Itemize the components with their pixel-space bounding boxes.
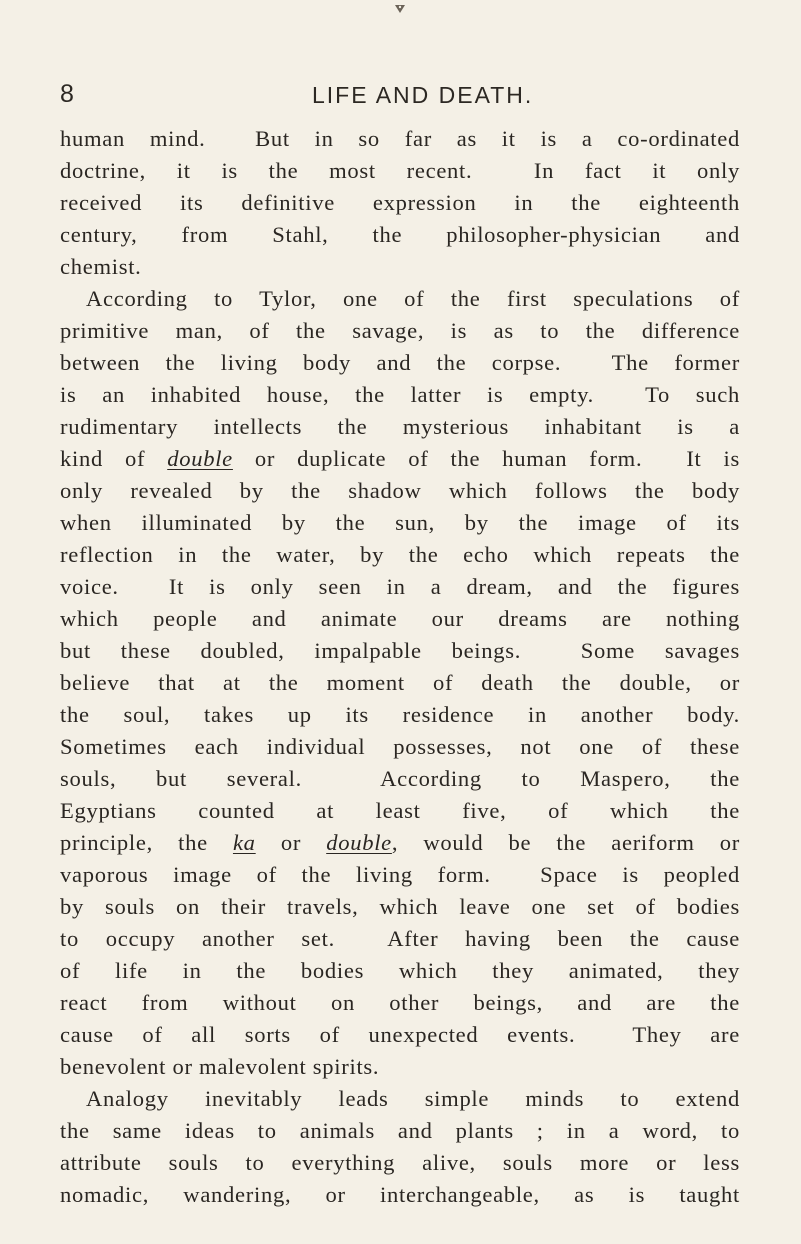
text-run: kind of	[60, 446, 168, 471]
text-run: According to Tylor, one of the first speculations of	[86, 286, 740, 311]
text-line	[60, 251, 740, 283]
text-line	[60, 955, 740, 987]
text-run: nomadic, wandering, or interchangeable, as is taught	[60, 1182, 740, 1207]
text-run: chemist.	[60, 254, 142, 279]
text-run: Analogy inevitably leads simple minds to extend	[86, 1086, 740, 1111]
text-line	[60, 283, 740, 315]
text-line	[60, 987, 740, 1019]
page-number: 8	[60, 80, 74, 108]
italic-term: double	[326, 830, 392, 855]
text-line	[60, 411, 740, 443]
text-line	[60, 507, 740, 539]
text-line	[60, 443, 740, 475]
text-line	[60, 1147, 740, 1179]
text-line	[60, 475, 740, 507]
text-run: of life in the bodies which they animated, they	[60, 958, 740, 983]
text-line	[60, 699, 740, 731]
text-run: the soul, takes up its residence in another body.	[60, 702, 740, 727]
text-run: attribute souls to everything alive, souls more or less	[60, 1150, 740, 1175]
text-run: benevolent or malevolent spirits.	[60, 1054, 380, 1079]
text-line	[60, 1115, 740, 1147]
text-run: but these doubled, impalpable beings. Some savages	[60, 638, 740, 663]
text-run: principle, the	[60, 830, 233, 855]
text-line	[60, 763, 740, 795]
fleuron-icon	[395, 4, 405, 14]
text-line	[60, 603, 740, 635]
text-line	[60, 923, 740, 955]
text-line	[60, 539, 740, 571]
text-line	[60, 347, 740, 379]
text-run: or duplicate of the human form. It is	[232, 446, 740, 471]
text-run: primitive man, of the savage, is as to the difference	[60, 318, 740, 343]
italic-term: ka	[232, 830, 256, 855]
text-line	[60, 859, 740, 891]
italic-term: double	[167, 446, 233, 471]
text-run: the same ideas to animals and plants ; in a word, to	[60, 1118, 740, 1143]
text-run: Egyptians counted at least five, of which the	[60, 798, 740, 823]
text-line	[60, 1179, 740, 1211]
text-run: , would be the aeriform or	[391, 830, 740, 855]
text-line	[60, 1083, 740, 1115]
text-line	[60, 187, 740, 219]
running-head-title: LIFE AND DEATH.	[312, 82, 534, 108]
text-line	[60, 571, 740, 603]
text-run: between the living body and the corpse. The former	[60, 350, 740, 375]
text-run: believe that at the moment of death the double, or	[60, 670, 740, 695]
text-run: when illuminated by the sun, by the image of its	[60, 510, 740, 535]
text-line	[60, 1051, 740, 1083]
text-line	[60, 667, 740, 699]
text-run: is an inhabited house, the latter is empty. To such	[60, 382, 740, 407]
text-line	[60, 795, 740, 827]
text-run: which people and animate our dreams are nothing	[60, 606, 740, 631]
text-run: reflection in the water, by the echo which repeats the	[60, 542, 740, 567]
text-run: voice. It is only seen in a dream, and the figures	[60, 574, 740, 599]
text-run: souls, but several. According to Maspero, the	[60, 766, 740, 791]
text-run: human mind. But in so far as it is a co-ordinated	[60, 126, 740, 151]
text-run: rudimentary intellects the mysterious inhabitant is a	[60, 414, 740, 439]
text-line	[60, 315, 740, 347]
text-run: century, from Stahl, the philosopher-physician and	[60, 222, 740, 247]
text-line	[60, 1019, 740, 1051]
text-line	[60, 731, 740, 763]
text-run: doctrine, it is the most recent. In fact it only	[60, 158, 740, 183]
text-line	[60, 155, 740, 187]
text-run: by souls on their travels, which leave one set of bodies	[60, 894, 740, 919]
text-run: received its definitive expression in the eighteenth	[60, 190, 740, 215]
text-run: vaporous image of the living form. Space is peopled	[60, 862, 740, 887]
text-line	[60, 827, 740, 859]
text-line	[60, 379, 740, 411]
text-run: or	[255, 830, 327, 855]
text-run: Sometimes each individual possesses, not one of these	[60, 734, 740, 759]
text-line	[60, 123, 740, 155]
text-line	[60, 891, 740, 923]
text-run: only revealed by the shadow which follows the body	[60, 478, 740, 503]
text-run: react from without on other beings, and are the	[60, 990, 740, 1015]
text-line	[60, 635, 740, 667]
text-run: to occupy another set. After having been the cause	[60, 926, 740, 951]
body-text	[60, 123, 740, 1211]
text-line	[60, 219, 740, 251]
text-run: cause of all sorts of unexpected events. They are	[60, 1022, 740, 1047]
running-head	[0, 80, 801, 114]
